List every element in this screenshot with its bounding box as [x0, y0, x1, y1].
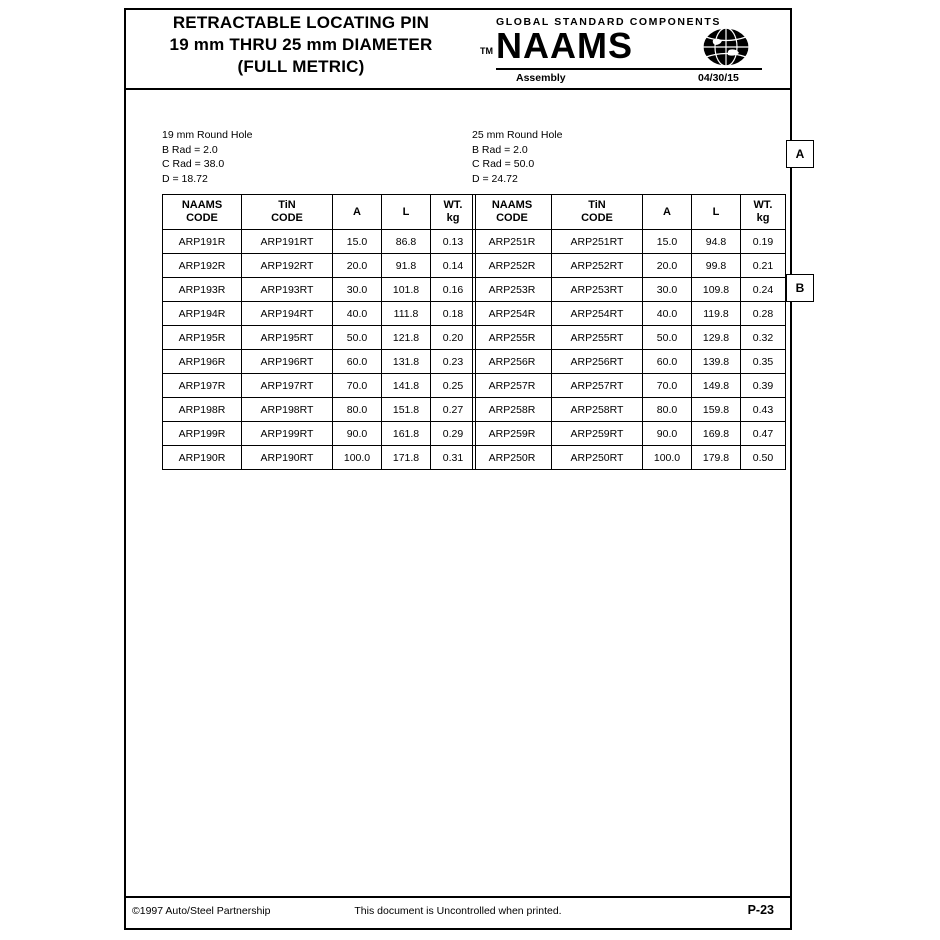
table-row — [163, 326, 476, 350]
spec-line: B Rad = 2.0 — [162, 143, 218, 156]
cell-naams-code: ARP191R — [163, 230, 242, 254]
cell-tin-code: ARP253RT — [552, 278, 643, 302]
cell-a: 100.0 — [643, 446, 692, 470]
cell-l: 129.8 — [692, 326, 741, 350]
cell-tin-code: ARP199RT — [242, 422, 333, 446]
cell-a: 15.0 — [643, 230, 692, 254]
cell-l: 179.8 — [692, 446, 741, 470]
cell-l: 119.8 — [692, 302, 741, 326]
cell-tin-code: ARP195RT — [242, 326, 333, 350]
cell-l: 139.8 — [692, 350, 741, 374]
cell-l: 169.8 — [692, 422, 741, 446]
cell-naams-code: ARP252R — [473, 254, 552, 278]
table-row — [473, 302, 786, 326]
cell-weight: 0.27 — [431, 398, 476, 422]
col-header-a — [333, 195, 382, 230]
spec-line: B Rad = 2.0 — [472, 143, 528, 156]
brand-tagline: GLOBAL STANDARD COMPONENTS — [496, 16, 721, 28]
cell-a: 40.0 — [643, 302, 692, 326]
table-body — [473, 230, 786, 470]
cell-a: 90.0 — [333, 422, 382, 446]
cell-naams-code: ARP258R — [473, 398, 552, 422]
cell-naams-code: ARP190R — [163, 446, 242, 470]
cell-weight: 0.23 — [431, 350, 476, 374]
cell-naams-code: ARP196R — [163, 350, 242, 374]
cell-naams-code: ARP199R — [163, 422, 242, 446]
header-line-1: TiN — [588, 199, 606, 211]
cell-tin-code: ARP250RT — [552, 446, 643, 470]
col-header-naams-code — [163, 195, 242, 230]
cell-weight: 0.21 — [741, 254, 786, 278]
cell-weight: 0.13 — [431, 230, 476, 254]
header-line-2: kg — [756, 212, 770, 224]
cell-weight: 0.18 — [431, 302, 476, 326]
table-row — [163, 446, 476, 470]
cell-a: 40.0 — [333, 302, 382, 326]
doc-type-label: Assembly — [516, 72, 566, 84]
cell-weight: 0.32 — [741, 326, 786, 350]
table-19mm — [162, 194, 476, 470]
spec-block-19mm — [162, 128, 476, 186]
cell-tin-code: ARP258RT — [552, 398, 643, 422]
col-header-weight — [431, 195, 476, 230]
cell-tin-code: ARP252RT — [552, 254, 643, 278]
spec-line: D = 18.72 — [162, 172, 208, 185]
brand-name: NAAMS — [496, 25, 633, 66]
cell-a: 60.0 — [333, 350, 382, 374]
header-line-1: A — [353, 205, 361, 218]
cell-naams-code: ARP254R — [473, 302, 552, 326]
cell-a: 80.0 — [643, 398, 692, 422]
table-row — [163, 398, 476, 422]
cell-naams-code: ARP250R — [473, 446, 552, 470]
cell-a: 50.0 — [333, 326, 382, 350]
cell-l: 131.8 — [382, 350, 431, 374]
cell-tin-code: ARP259RT — [552, 422, 643, 446]
table-row — [163, 230, 476, 254]
title-block — [126, 12, 476, 78]
table-row — [163, 350, 476, 374]
document-page — [124, 8, 792, 930]
table-row — [163, 374, 476, 398]
table-row — [473, 422, 786, 446]
table-row — [473, 374, 786, 398]
cell-a: 80.0 — [333, 398, 382, 422]
trademark-mark: TM — [480, 46, 493, 56]
table-row — [473, 326, 786, 350]
cell-weight: 0.35 — [741, 350, 786, 374]
column-19mm — [162, 128, 476, 470]
cell-a: 70.0 — [333, 374, 382, 398]
header-line-2: CODE — [496, 212, 528, 224]
cell-a: 15.0 — [333, 230, 382, 254]
table-row — [473, 398, 786, 422]
cell-l: 149.8 — [692, 374, 741, 398]
cell-weight: 0.47 — [741, 422, 786, 446]
cell-tin-code: ARP196RT — [242, 350, 333, 374]
cell-tin-code: ARP192RT — [242, 254, 333, 278]
cell-l: 91.8 — [382, 254, 431, 278]
cell-l: 86.8 — [382, 230, 431, 254]
title-line-3: (FULL METRIC) — [237, 57, 365, 76]
cell-a: 30.0 — [333, 278, 382, 302]
spec-line: 25 mm Round Hole — [472, 129, 563, 141]
footer-copyright: ©1997 Auto/Steel Partnership — [132, 905, 271, 917]
table-row — [473, 230, 786, 254]
cell-weight: 0.14 — [431, 254, 476, 278]
cell-a: 100.0 — [333, 446, 382, 470]
cell-weight: 0.31 — [431, 446, 476, 470]
cell-l: 159.8 — [692, 398, 741, 422]
cell-l: 99.8 — [692, 254, 741, 278]
col-header-a — [643, 195, 692, 230]
table-row — [163, 254, 476, 278]
cell-a: 30.0 — [643, 278, 692, 302]
header-line-1: WT. — [443, 199, 463, 211]
cell-weight: 0.50 — [741, 446, 786, 470]
cell-tin-code: ARP197RT — [242, 374, 333, 398]
title-line-2: 19 mm THRU 25 mm DIAMETER — [169, 35, 433, 54]
cell-naams-code: ARP192R — [163, 254, 242, 278]
table-body — [163, 230, 476, 470]
document-header — [126, 10, 790, 90]
globe-icon — [693, 26, 759, 68]
cell-weight: 0.24 — [741, 278, 786, 302]
header-line-1: L — [712, 205, 720, 218]
table-row — [473, 350, 786, 374]
cell-weight: 0.39 — [741, 374, 786, 398]
cell-l: 101.8 — [382, 278, 431, 302]
header-line-2: CODE — [186, 212, 218, 224]
cell-l: 94.8 — [692, 230, 741, 254]
spec-block-25mm — [472, 128, 786, 186]
cell-l: 141.8 — [382, 374, 431, 398]
cell-tin-code: ARP193RT — [242, 278, 333, 302]
document-footer — [126, 896, 790, 928]
spec-line: 19 mm Round Hole — [162, 129, 253, 141]
zone-marker-a: A — [786, 140, 814, 168]
col-header-l — [382, 195, 431, 230]
cell-a: 70.0 — [643, 374, 692, 398]
zone-marker-b: B — [786, 274, 814, 302]
cell-naams-code: ARP195R — [163, 326, 242, 350]
brand-block — [478, 10, 790, 88]
col-header-tin-code — [242, 195, 333, 230]
cell-tin-code: ARP254RT — [552, 302, 643, 326]
col-header-tin-code — [552, 195, 643, 230]
cell-tin-code: ARP257RT — [552, 374, 643, 398]
cell-naams-code: ARP257R — [473, 374, 552, 398]
spec-line: C Rad = 38.0 — [162, 158, 225, 170]
col-header-l — [692, 195, 741, 230]
col-header-weight — [741, 195, 786, 230]
cell-tin-code: ARP256RT — [552, 350, 643, 374]
cell-a: 20.0 — [643, 254, 692, 278]
cell-tin-code: ARP251RT — [552, 230, 643, 254]
cell-l: 121.8 — [382, 326, 431, 350]
cell-weight: 0.29 — [431, 422, 476, 446]
cell-a: 60.0 — [643, 350, 692, 374]
spec-line: D = 24.72 — [472, 172, 518, 185]
cell-naams-code: ARP193R — [163, 278, 242, 302]
cell-l: 109.8 — [692, 278, 741, 302]
header-line-1: NAAMS — [181, 199, 223, 211]
cell-naams-code: ARP253R — [473, 278, 552, 302]
header-line-1: A — [663, 205, 671, 218]
cell-weight: 0.43 — [741, 398, 786, 422]
cell-tin-code: ARP198RT — [242, 398, 333, 422]
cell-a: 90.0 — [643, 422, 692, 446]
cell-naams-code: ARP255R — [473, 326, 552, 350]
cell-naams-code: ARP251R — [473, 230, 552, 254]
document-body — [126, 90, 790, 896]
cell-naams-code: ARP198R — [163, 398, 242, 422]
cell-weight: 0.19 — [741, 230, 786, 254]
cell-l: 111.8 — [382, 302, 431, 326]
cell-a: 20.0 — [333, 254, 382, 278]
table-head — [473, 195, 786, 230]
header-line-1: NAAMS — [491, 199, 533, 211]
table-row — [473, 446, 786, 470]
col-header-naams-code — [473, 195, 552, 230]
table-row — [163, 302, 476, 326]
table-head — [163, 195, 476, 230]
footer-page-number: P-23 — [747, 903, 774, 917]
table-row — [473, 278, 786, 302]
header-line-1: WT. — [753, 199, 773, 211]
header-divider — [496, 68, 762, 70]
column-25mm — [472, 128, 786, 470]
cell-tin-code: ARP194RT — [242, 302, 333, 326]
cell-naams-code: ARP256R — [473, 350, 552, 374]
header-line-2: kg — [446, 212, 460, 224]
cell-tin-code: ARP191RT — [242, 230, 333, 254]
cell-l: 151.8 — [382, 398, 431, 422]
cell-weight: 0.20 — [431, 326, 476, 350]
header-line-2: CODE — [271, 212, 303, 224]
cell-weight: 0.28 — [741, 302, 786, 326]
cell-tin-code: ARP190RT — [242, 446, 333, 470]
header-line-1: TiN — [278, 199, 296, 211]
cell-naams-code: ARP197R — [163, 374, 242, 398]
table-row — [163, 422, 476, 446]
header-line-2: CODE — [581, 212, 613, 224]
cell-naams-code: ARP259R — [473, 422, 552, 446]
table-header-row — [473, 195, 786, 230]
table-row — [473, 254, 786, 278]
cell-l: 161.8 — [382, 422, 431, 446]
cell-tin-code: ARP255RT — [552, 326, 643, 350]
table-header-row — [163, 195, 476, 230]
header-line-1: L — [402, 205, 410, 218]
cell-a: 50.0 — [643, 326, 692, 350]
table-row — [163, 278, 476, 302]
cell-weight: 0.25 — [431, 374, 476, 398]
cell-naams-code: ARP194R — [163, 302, 242, 326]
doc-date: 04/30/15 — [698, 72, 739, 84]
cell-l: 171.8 — [382, 446, 431, 470]
spec-line: C Rad = 50.0 — [472, 158, 535, 170]
title-line-1: RETRACTABLE LOCATING PIN — [172, 13, 430, 32]
cell-weight: 0.16 — [431, 278, 476, 302]
table-25mm — [472, 194, 786, 470]
footer-notice: This document is Uncontrolled when printed. — [354, 905, 562, 917]
